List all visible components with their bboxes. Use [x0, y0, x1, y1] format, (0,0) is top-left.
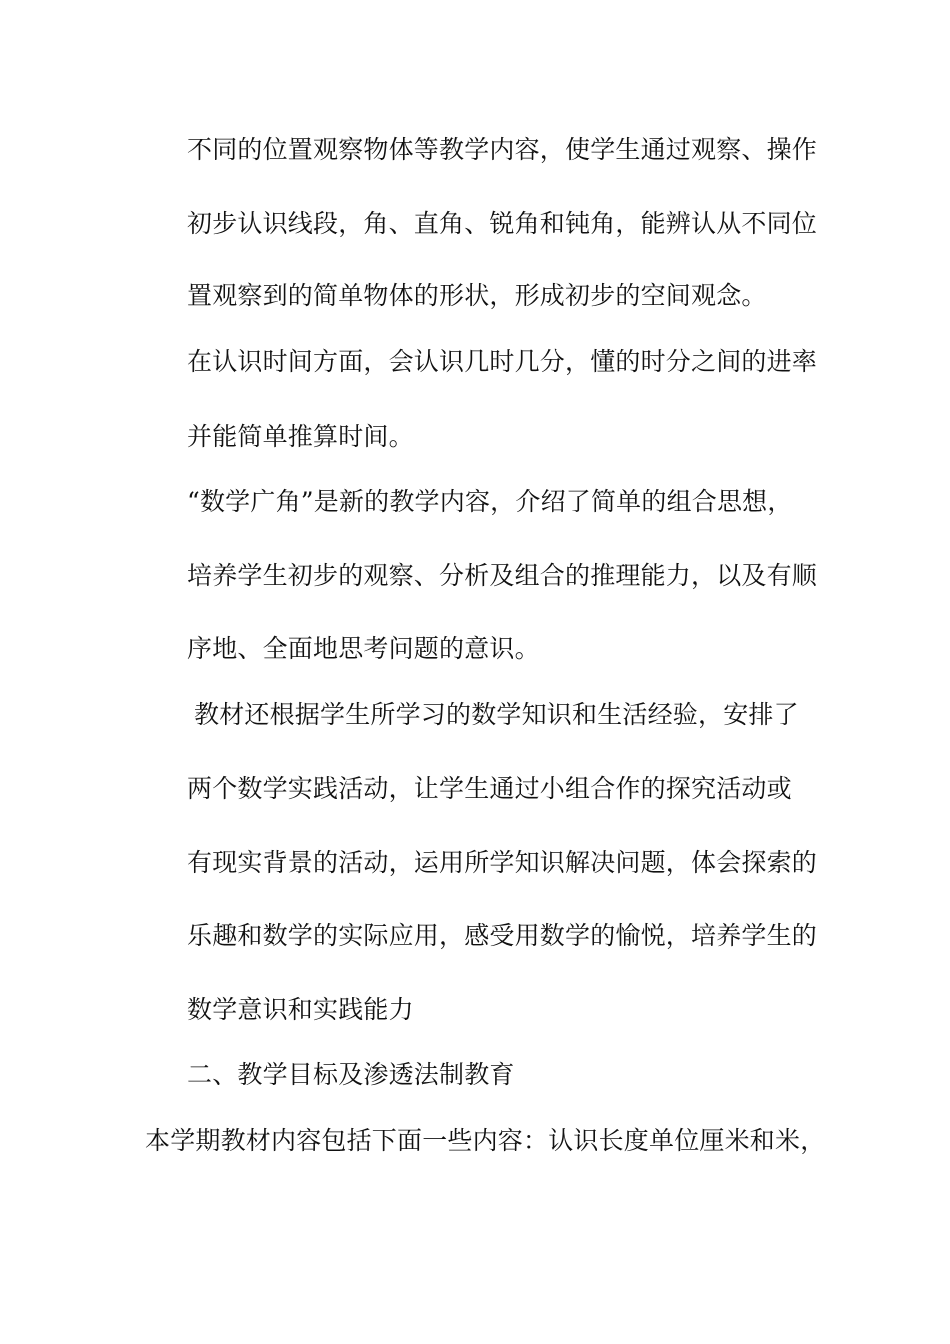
text-line-2: 初步认识线段，角、直角、锐角和钝角，能辨认从不同位 [187, 209, 818, 238]
text-line-1: 不同的位置观察物体等教学内容，使学生通过观察、操作 [187, 135, 818, 164]
text-line-6: “数学广角”是新的教学内容，介绍了简单的组合思想， [187, 487, 793, 516]
text-line-7: 培养学生初步的观察、分析及组合的推理能力，以及有顺 [187, 561, 818, 590]
section-heading: 二、教学目标及渗透法制教育 [187, 1060, 515, 1089]
text-line-3: 置观察到的简单物体的形状，形成初步的空间观念。 [187, 281, 767, 310]
text-line-4: 在认识时间方面，会认识几时几分，懂的时分之间的进率 [187, 347, 818, 376]
text-line-12: 乐趣和数学的实际应用，感受用数学的愉悦，培养学生的 [187, 921, 818, 950]
text-line-10: 两个数学实践活动，让学生通过小组合作的探究活动或 [187, 774, 792, 803]
text-line-8: 序地、全面地思考问题的意识。 [187, 634, 540, 663]
text-line-11: 有现实背景的活动，运用所学知识解决问题，体会探索的 [187, 848, 818, 877]
text-line-5: 并能简单推算时间。 [187, 422, 414, 451]
text-line-13: 数学意识和实践能力 [187, 995, 414, 1024]
text-line-15: 本学期教材内容包括下面一些内容：认识长度单位厘米和米， [145, 1126, 826, 1155]
text-line-9: 教材还根据学生所学习的数学知识和生活经验，安排了 [194, 700, 799, 729]
